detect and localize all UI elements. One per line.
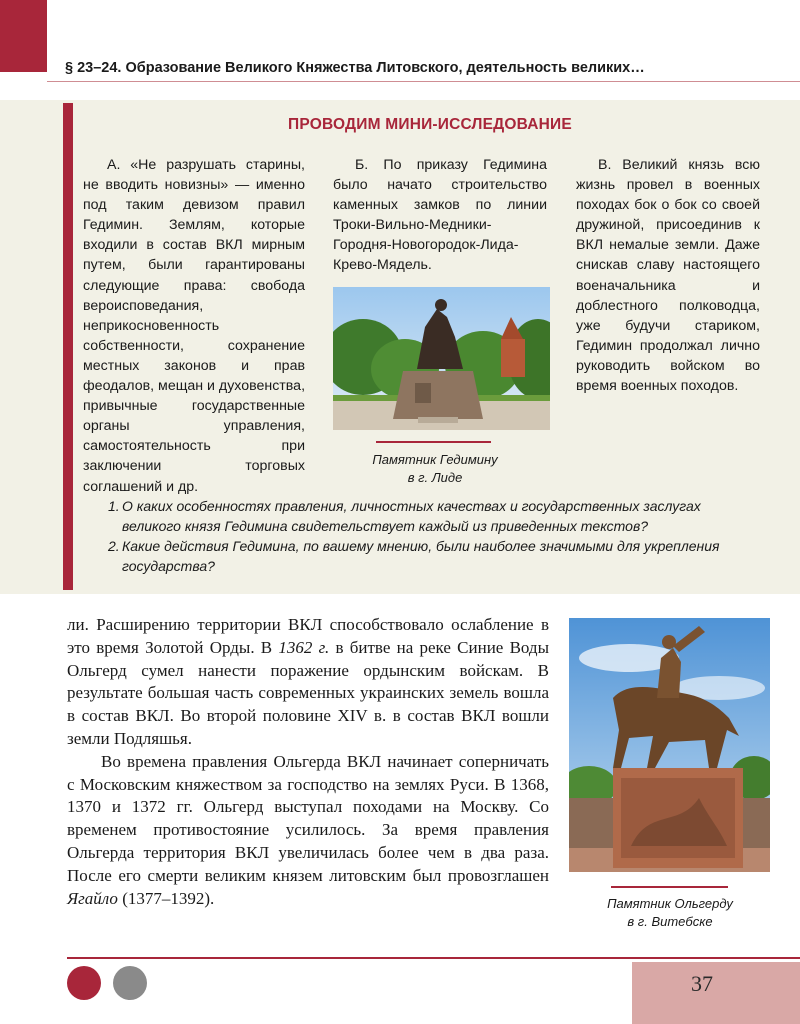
footer-gray-circle [113,966,147,1000]
main-paragraph-2-part-b: (1377–1392). [117,888,215,908]
footer-rule [67,957,800,959]
olgerd-photo-caption [576,895,764,931]
gedimin-monument-photo [333,287,550,430]
main-paragraph-1 [67,614,549,751]
gedimin-caption-line2: в г. Лиде [407,470,463,485]
question-number: 2. [108,538,120,554]
year-1362: 1362 г. [278,637,330,657]
corner-accent-block [0,0,47,72]
research-text-c: В. Великий князь всю жизнь провел в военных походах бок о бок со своей дружиной, присоединив к ВКЛ немалые земли. Даже снискав славу настоящего военачальника и доблестного полководца, уже будучи стариком, Гедимин продолжал лично руководить войском во время военных походов. [576,157,760,395]
research-text-b: Б. По приказу Гедимина было начато строительство каменных замков по линии Троки-Вильно-Медники-Городня-Новогородок-Лида-Крево-Мядель. [333,157,547,274]
question-item [108,496,754,536]
header-rule [47,81,800,82]
main-paragraph-1-part-a: ли. Расширению территории ВКЛ способствовало ослабление в это время Золотой Орды. В [67,615,549,657]
olgerd-monument-photo [569,618,770,872]
page-number-tab [632,962,800,1024]
main-paragraph-2 [67,751,549,911]
question-text: О каких особенностях правления, личностных качествах и государственных заслугах великого князя Гедимина свидетельствует каждый из приведенных текстов? [122,498,701,534]
footer-red-circle [67,966,101,1000]
research-title: ПРОВОДИМ МИНИ-ИССЛЕДОВАНИЕ [288,116,572,133]
research-text-a: А. «Не разрушать старины, не вводить новизны» — именно под таким девизом правил Гедимин. Землям, которые входили в состав ВКЛ мирным путем, были гарантированы следующие права: свобода вероисповедания, неприкосновенность собственности, сохранение местных законов и прав феодалов, мещан и духовенства, привычные государственные органы управления, самостоятельность при заключении торговых соглашений и др. [83,157,306,495]
olgerd-caption-rule [611,886,728,888]
main-text [67,614,549,910]
main-paragraph-2-part-a: Во времена правления Ольгерда ВКЛ начинает соперничать с Московским княжеством за господство на землях Руси. В 1368, 1370 и 1372 гг. Ольгерд выступал походами на Москву. Со временем противостояние усилилось. За время правления Ольгерда территория ВКЛ увеличилась более чем в два раза. После его смерти великим князем литовским был провозглашен [67,751,549,885]
page-number: 37 [691,971,713,996]
jagiello-name: Ягайло [67,888,118,908]
olgerd-caption-line2: в г. Витебске [627,914,713,929]
question-number: 1. [108,498,120,514]
research-box-accent-bar [63,103,73,590]
research-questions [108,496,754,576]
chapter-header: § 23–24. Образование Великого Княжества Литовского, деятельность великих… [65,60,645,76]
gedimin-caption-rule [376,441,491,443]
gedimin-caption-line1: Памятник Гедимину [372,452,498,467]
main-paragraph-1-part-b: в битве на реке Синие Воды Ольгерд сумел нанести поражение ордынским войскам. В результате большая часть современных украинских земель вошла в состав ВКЛ. Во второй половине XIV в. в состав ВКЛ вошли земли Подляшья. [67,637,549,748]
olgerd-caption-line1: Памятник Ольгерду [607,896,733,911]
gedimin-photo-caption [340,451,530,487]
question-item [108,536,754,576]
question-text: Какие действия Гедимина, по вашему мнению, были наиболее значимыми для укрепления государства? [122,538,720,574]
